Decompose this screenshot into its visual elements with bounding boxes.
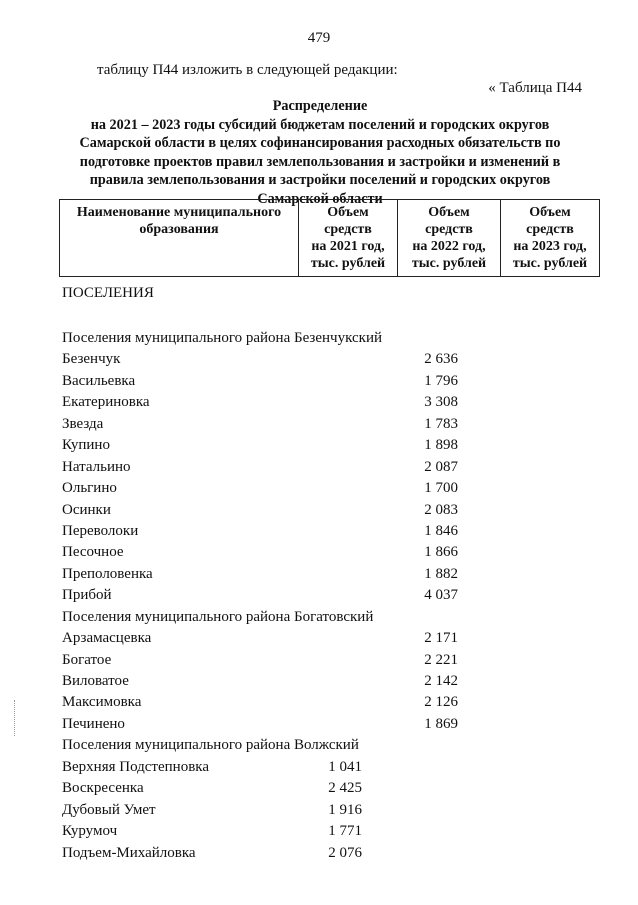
value-2022: 1 869 <box>424 715 458 732</box>
value-2022: 2 221 <box>424 651 458 668</box>
page-number: 479 <box>307 30 331 46</box>
table-row <box>62 564 582 585</box>
settlement-name: Арзамасцевка <box>62 630 152 647</box>
header-text: средств <box>526 222 574 237</box>
title-line: правила землепользования и застройки поселений и городских округов <box>89 172 551 189</box>
table-title <box>40 97 600 209</box>
value-2022: 2 171 <box>424 630 458 647</box>
settlement-name: Екатериновка <box>62 394 150 411</box>
settlement-name: Осинки <box>62 501 111 518</box>
value-2022: 1 866 <box>424 544 458 561</box>
header-text: образования <box>139 222 219 237</box>
value-2022: 3 308 <box>424 394 458 411</box>
table-row <box>62 435 582 456</box>
header-text: Наименование муниципального <box>76 205 282 220</box>
value-2021: 1 916 <box>328 801 362 818</box>
settlement-name: Виловатое <box>62 673 129 689</box>
group-name: Поселения муниципального района Волжский <box>62 737 359 754</box>
settlement-name: Ольгино <box>62 480 117 497</box>
header-text: средств <box>324 222 372 237</box>
settlement-name: Верхняя Подстепновка <box>62 758 209 775</box>
table-row <box>62 671 582 692</box>
header-name-column <box>60 200 299 277</box>
settlement-name: Купино <box>62 437 110 454</box>
settlement-name: Безенчук <box>62 351 121 368</box>
value-2022: 2 087 <box>424 458 458 475</box>
table-row <box>62 714 582 735</box>
table-row <box>62 478 582 499</box>
title-heading: Распределение <box>272 98 368 114</box>
header-text: средств <box>425 222 473 237</box>
table-body <box>62 328 582 864</box>
settlement-name: Васильевка <box>62 372 136 389</box>
table-row <box>62 392 582 413</box>
settlement-name: Переволоки <box>62 522 139 539</box>
table-row <box>62 500 582 521</box>
table-row <box>62 692 582 713</box>
header-text: на 2021 год, <box>311 239 385 254</box>
settlement-name: Воскресенка <box>62 780 144 797</box>
table-row <box>62 349 582 370</box>
header-text: Объем <box>428 205 470 220</box>
settlement-name: Богатое <box>62 651 112 668</box>
settlement-name: Преполовенка <box>62 565 153 582</box>
table-row <box>62 800 582 821</box>
table-row <box>62 542 582 563</box>
table-row <box>62 371 582 392</box>
title-line: Самарской области <box>257 190 383 207</box>
table-row <box>62 843 582 864</box>
value-2022: 1 796 <box>424 372 458 389</box>
value-2021: 1 041 <box>328 758 362 775</box>
settlement-name: Печинено <box>62 715 125 732</box>
section-label: ПОСЕЛЕНИЯ <box>62 285 154 301</box>
group-row <box>62 607 582 628</box>
value-2022: 2 126 <box>424 694 458 711</box>
table-row <box>62 628 582 649</box>
value-2022: 1 898 <box>424 437 458 454</box>
table-row <box>62 521 582 542</box>
header-text: тыс. рублей <box>512 256 588 271</box>
settlement-name: Максимовка <box>62 694 142 711</box>
header-text: тыс. рублей <box>310 256 386 271</box>
group-row <box>62 735 582 756</box>
settlement-name: Дубовый Умет <box>62 801 156 818</box>
header-2022-column <box>398 200 501 277</box>
table-reference: « Таблица П44 <box>488 80 582 96</box>
settlement-name: Прибой <box>62 587 112 604</box>
table-row <box>62 585 582 606</box>
value-2022: 2 142 <box>424 673 458 689</box>
table-row <box>62 650 582 671</box>
group-name: Поселения муниципального района Безенчукский <box>62 330 382 346</box>
table-row <box>62 457 582 478</box>
header-text: на 2022 год, <box>412 239 486 254</box>
settlement-name: Подъем-Михайловка <box>62 844 196 861</box>
intro-text: таблицу П44 изложить в следующей редакции: <box>97 62 398 78</box>
group-row <box>62 328 582 349</box>
table-row <box>62 414 582 435</box>
header-2023-column <box>501 200 600 277</box>
header-text: Объем <box>327 205 369 220</box>
value-2022: 1 783 <box>424 415 458 432</box>
value-2022: 1 700 <box>424 480 458 497</box>
scan-mark <box>14 700 17 736</box>
title-line: на 2021 – 2023 годы субсидий бюджетам поселений и городских округов <box>90 116 550 133</box>
value-2021: 2 425 <box>328 780 362 797</box>
table-row <box>62 757 582 778</box>
settlement-name: Натальино <box>62 458 131 475</box>
table-header <box>59 199 600 277</box>
header-text: тыс. рублей <box>411 256 487 271</box>
settlement-name: Песочное <box>62 544 124 561</box>
header-2021-column <box>299 200 398 277</box>
value-2022: 1 882 <box>424 565 458 582</box>
value-2022: 2 083 <box>424 501 458 518</box>
header-text: Объем <box>529 205 571 220</box>
table-row <box>62 778 582 799</box>
group-name: Поселения муниципального района Богатовский <box>62 608 374 625</box>
settlement-name: Звезда <box>62 415 104 432</box>
value-2022: 2 636 <box>424 351 458 368</box>
value-2022: 4 037 <box>424 587 458 604</box>
settlement-name: Курумоч <box>62 823 118 840</box>
title-line: подготовке проектов правил землепользования и застройки и изменений в <box>79 153 561 170</box>
value-2021: 1 771 <box>328 823 362 840</box>
value-2021: 2 076 <box>328 844 362 861</box>
title-line: Самарской области в целях софинансирования расходных обязательств по <box>79 135 561 152</box>
header-text: на 2023 год, <box>513 239 587 254</box>
value-2022: 1 846 <box>424 522 458 539</box>
table-row <box>62 821 582 842</box>
